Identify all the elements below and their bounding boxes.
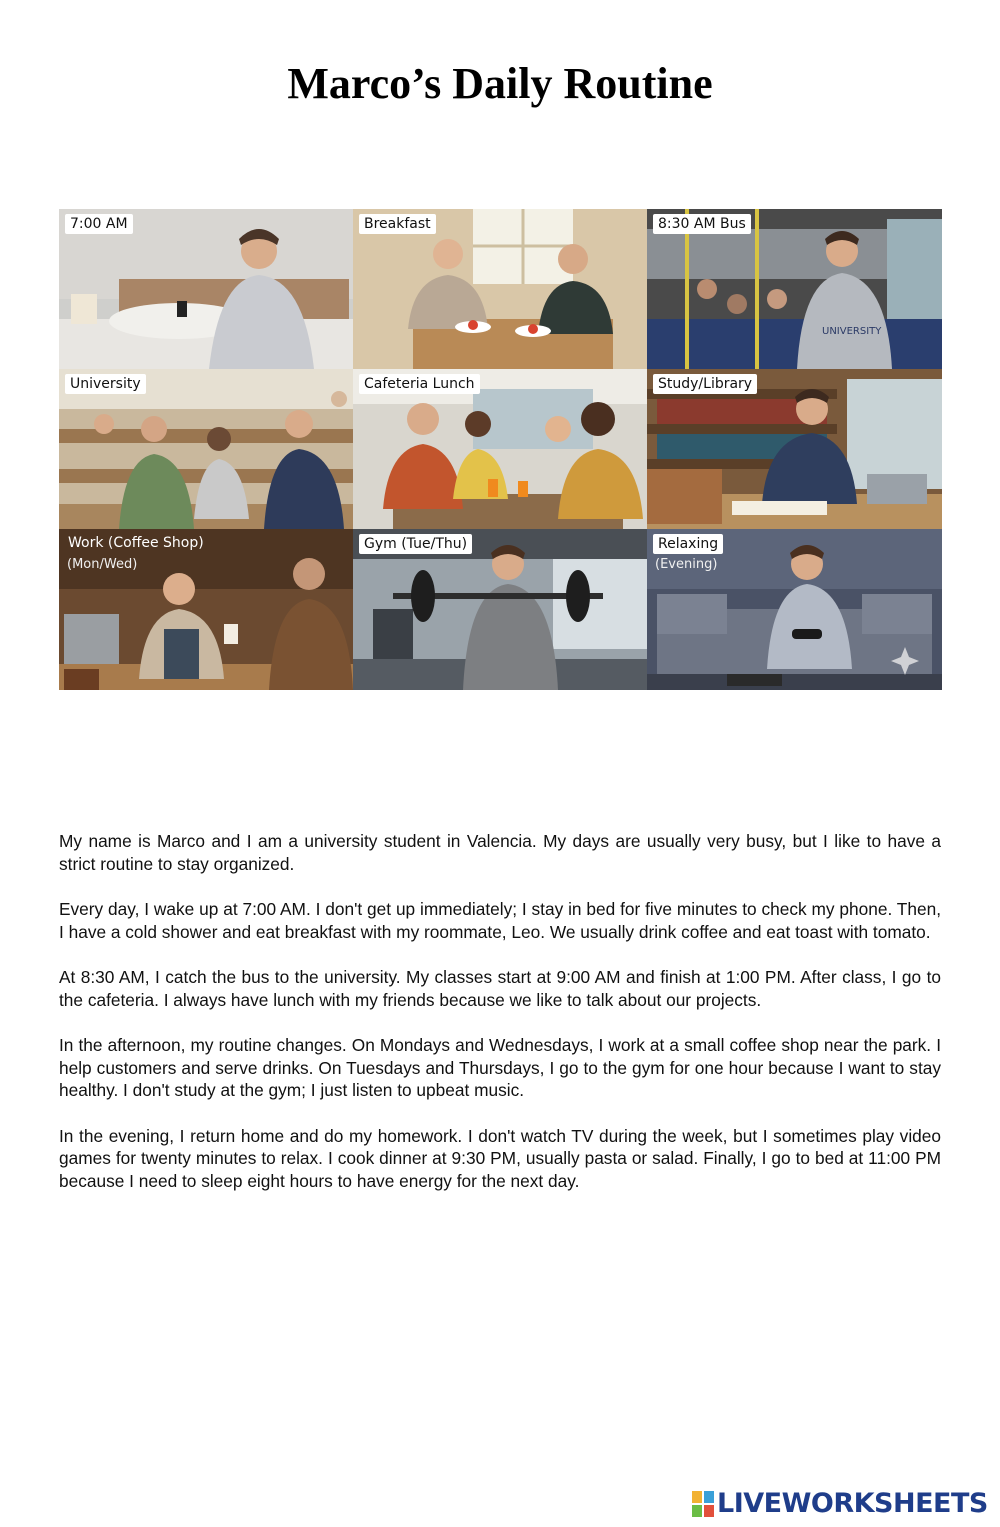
liveworksheets-logo[interactable]: [692, 1488, 988, 1519]
panel-caption: 7:00 AM: [65, 214, 133, 234]
panel-library: [647, 369, 942, 529]
panel-caption: Breakfast: [359, 214, 436, 234]
panel-breakfast: [353, 209, 647, 369]
panel-subcaption: (Mon/Wed): [67, 557, 138, 572]
panel-caption: Study/Library: [653, 374, 757, 394]
svg-text:UNIVERSITY: UNIVERSITY: [822, 326, 882, 337]
panel-subcaption: (Evening): [655, 557, 718, 572]
paragraph: In the evening, I return home and do my homework. I don't watch TV during the week, but I sometimes play video games for twenty minutes to relax. I cook dinner at 9:30 PM, usually pasta or salad. Finally, I go to bed at 11:00 PM because I need to sleep eight hours to have energy for the next day.: [59, 1125, 941, 1191]
liveworksheets-logo-icon: [692, 1491, 714, 1517]
panel-relaxing: [647, 529, 942, 690]
panel-university: [59, 369, 353, 529]
panel-caption: Work (Coffee Shop): [68, 535, 204, 551]
panel-caption: Relaxing: [653, 534, 723, 554]
liveworksheets-logo-text: LIVEWORKSHEETS: [717, 1488, 988, 1519]
panel-caption: University: [65, 374, 146, 394]
panel-caption: Cafeteria Lunch: [359, 374, 480, 394]
panel-gym: [353, 529, 647, 690]
panel-cafeteria: [353, 369, 647, 529]
paragraph: At 8:30 AM, I catch the bus to the university. My classes start at 9:00 AM and finish at 1:00 PM. After class, I go to the cafeteria. I always have lunch with my friends because we like to talk about our projects.: [59, 967, 941, 1010]
reading-text: [59, 830, 941, 1215]
paragraph: Every day, I wake up at 7:00 AM. I don't get up immediately; I stay in bed for five minutes to check my phone. Then, I have a cold shower and eat breakfast with my roommate, Leo. We usually drink coffee and eat toast with tomato.: [59, 899, 941, 942]
panel-coffee-shop: [59, 529, 353, 690]
paragraph: In the afternoon, my routine changes. On Mondays and Wednesdays, I work at a small coffee shop near the park. I help customers and serve drinks. On Tuesdays and Thursdays, I go to the gym for one hour because I want to stay healthy. I don't study at the gym; I just listen to upbeat music.: [59, 1035, 941, 1100]
page-title: Marco’s Daily Routine: [287, 59, 713, 108]
panel-wake-up: [59, 209, 353, 369]
coffee-shop-illustration: [59, 529, 353, 690]
routine-image-grid: [59, 209, 942, 690]
panel-caption: Gym (Tue/Thu): [359, 534, 472, 554]
panel-caption: 8:30 AM Bus: [653, 214, 751, 234]
panel-bus: [647, 209, 942, 369]
paragraph: My name is Marco and I am a university student in Valencia. My days are usually very busy, but I like to have a strict routine to stay organized.: [59, 831, 941, 874]
